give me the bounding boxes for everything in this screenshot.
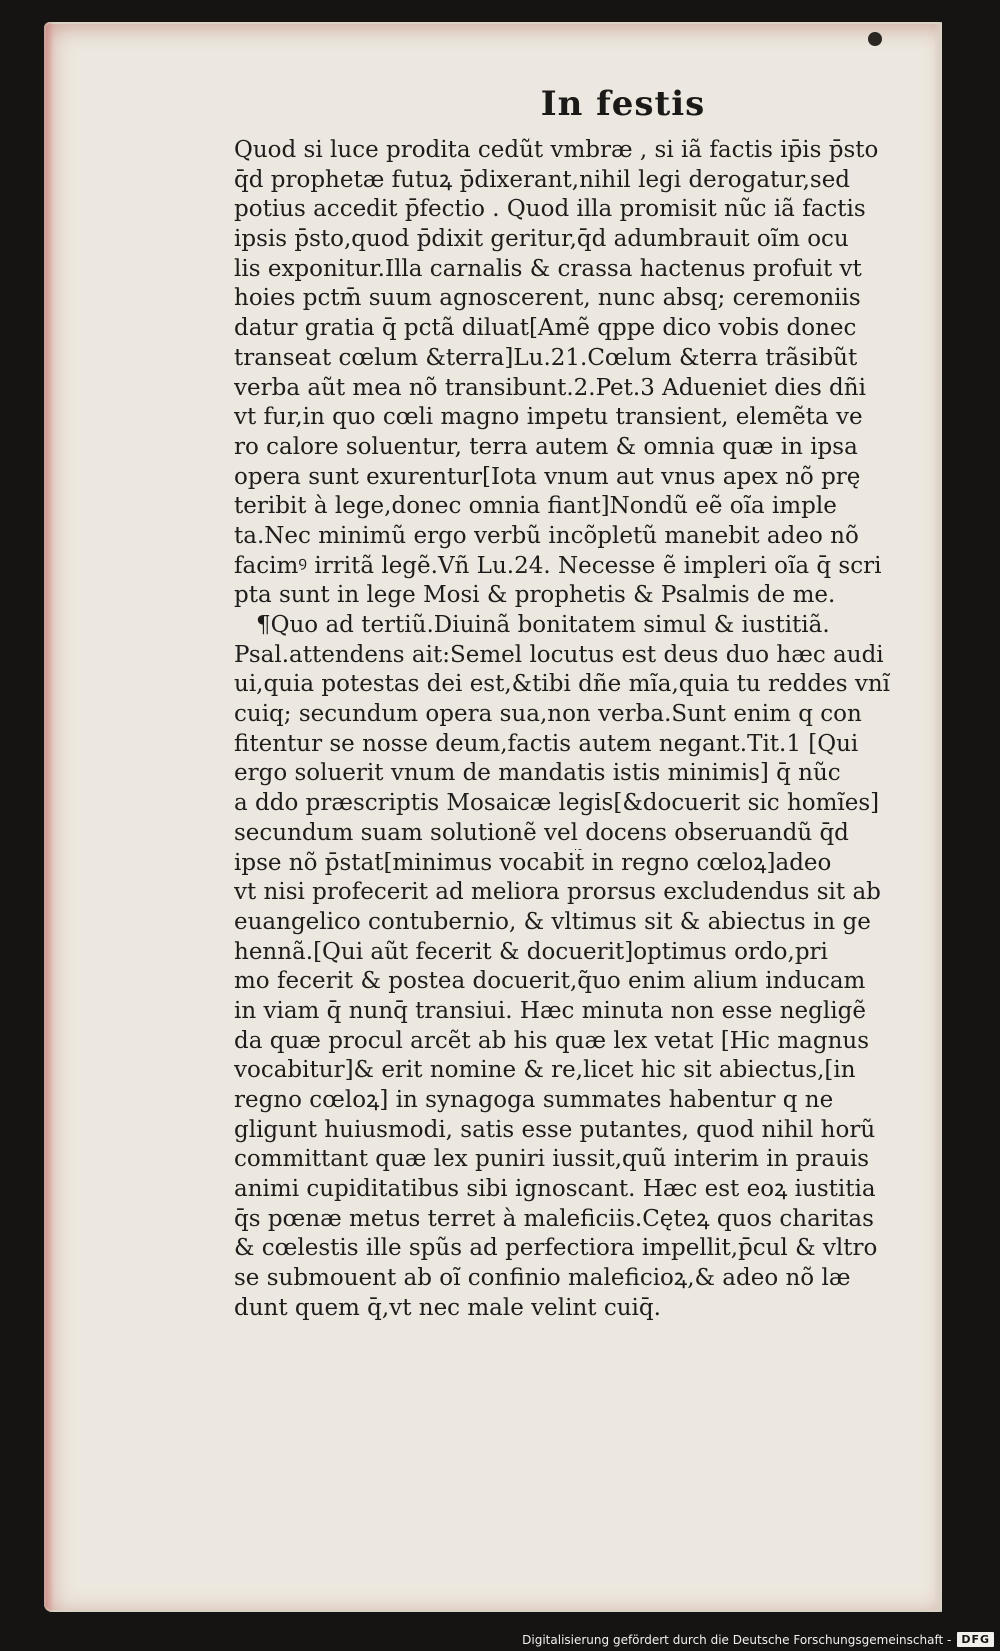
- text-line: ipse nõ p̄stat[minimus vocabit̃ in regno cœloꝝ]adeo: [234, 849, 832, 876]
- text-line: euangelico contubernio, & vltimus sit & abiectus in ge: [234, 908, 871, 935]
- text-line: se submouent ab oĩ confinio maleficioꝝ,& adeo nõ læ: [234, 1265, 851, 1292]
- text-line: hoies pctm̄ suum agnoscerent, nunc absq; ceremoniis: [234, 285, 861, 312]
- text-line: animi cupiditatibus sibi ignoscant. Hæc est eoꝝ iustitia: [234, 1176, 876, 1203]
- text-line: vt nisi profecerit ad meliora prorsus excludendus sit ab: [234, 879, 881, 906]
- text-line: ro calore soluentur, terra autem & omnia quæ in ipsa: [234, 433, 858, 460]
- text-line: cuiq; secundum opera sua,non verba.Sunt enim q con: [234, 701, 862, 728]
- text-line: teribit à lege,donec omnia fiant]Nondũ eẽ oĩa imple: [234, 493, 837, 520]
- digitization-credit: Digitalisierung gefördert durch die Deutsche Forschungsgemeinschaft -: [522, 1632, 952, 1647]
- footer: [522, 1632, 994, 1647]
- text-line: lis exponitur.Illa carnalis & crassa hactenus profuit vt: [234, 255, 862, 282]
- text-line: hennã.[Qui aũt fecerit & docuerit]optimus ordo,pri: [234, 938, 828, 965]
- text-line: Quod si luce prodita cedũt vmbræ , si iã factis ip̄is p̄sto: [234, 137, 879, 163]
- text-block: [234, 136, 914, 1324]
- dfg-logo: DFG: [957, 1632, 994, 1647]
- text-line: committant quæ lex puniri iussit,quũ interim in prauis: [234, 1146, 870, 1173]
- page-edge: [934, 22, 942, 1612]
- text-line: ¶Quo ad tertiũ.Diuinã bonitatem simul & iustitiã.: [256, 612, 830, 638]
- text-line: vocabitur]& erit nomine & re,licet hic sit abiectus,[in: [234, 1057, 856, 1084]
- text-line: ui,quia potestas dei est,&tibi dñe mĩa,quia tu reddes vnĩ: [234, 671, 890, 698]
- text-line: q̄s pœnæ metus terret à maleficiis.Cęteꝝ quos charitas: [234, 1205, 874, 1232]
- text-line: in viam q̄ nunq̄ transiui. Hæc minuta non esse negligẽ: [234, 997, 866, 1024]
- text-line: pta sunt in lege Mosi & prophetis & Psalmis de me.: [234, 582, 836, 609]
- running-header: [44, 84, 942, 124]
- text-line: mo fecerit & postea docuerit,q̃uo enim alium inducam: [234, 968, 866, 995]
- text-line: opera sunt exurentur[Iota vnum aut vnus apex nõ prę: [234, 463, 861, 490]
- text-line: vt fur,in quo cœli magno impetu transient, elemẽta ve: [234, 404, 863, 431]
- text-line: verba aũt mea nõ transibunt.2.Pet.3 Adueniet dies dñi: [234, 374, 866, 401]
- text-line: facimꝰ irritã legẽ.Vñ Lu.24. Necesse ẽ impleri oĩa q̄ scri: [234, 552, 882, 579]
- text-line: gligunt huiusmodi, satis esse putantes, quod nihil horũ: [234, 1116, 876, 1143]
- text-line: ergo soluerit vnum de mandatis istis minimis] q̄ nũc: [234, 760, 841, 787]
- text-line: a ddo præscriptis Mosaicæ legis[&docuerit sic homĩes]: [234, 790, 880, 817]
- book-page: [44, 22, 942, 1612]
- text-line: ipsis p̄sto,quod p̄dixit geritur,q̄d adumbrauit oĩm ocu: [234, 226, 849, 253]
- text-line: & cœlestis ille spũs ad perfectiora impellit,p̄cul & vltro: [234, 1235, 878, 1262]
- text-line: regno cœloꝝ] in synagoga summates habentur q ne: [234, 1087, 834, 1113]
- text-line: da quæ procul arcẽt ab his quæ lex vetat [Hic magnus: [234, 1027, 870, 1054]
- text-line: transeat cœlum &terra]Lu.21.Cœlum &terra trãsibũt: [234, 344, 858, 371]
- text-line: q̄d prophetæ futuꝝ p̄dixerant,nihil legi derogatur,sed: [234, 166, 851, 193]
- text-line: datur gratia q̄ pctã diluat[Amẽ qppe dico vobis donec: [234, 315, 857, 342]
- text-line: secundum suam solutionẽ vel docens obseruandũ q̄d: [234, 819, 849, 846]
- text-line: fitentur se nosse deum,factis autem negant.Tit.1 [Qui: [234, 730, 859, 757]
- ink-spot: [868, 32, 882, 46]
- text-line: Psal.attendens ait:Semel locutus est deus duo hæc audi: [234, 641, 884, 668]
- text-line: ta.Nec minimũ ergo verbũ incõpletũ manebit adeo nõ: [234, 522, 859, 549]
- text-line: dunt quem q̄,vt nec male velint cuiq̄.: [234, 1294, 661, 1321]
- header-text: In festis: [540, 84, 706, 124]
- text-line: potius accedit p̄fectio . Quod illa promisit nũc iã factis: [234, 196, 866, 223]
